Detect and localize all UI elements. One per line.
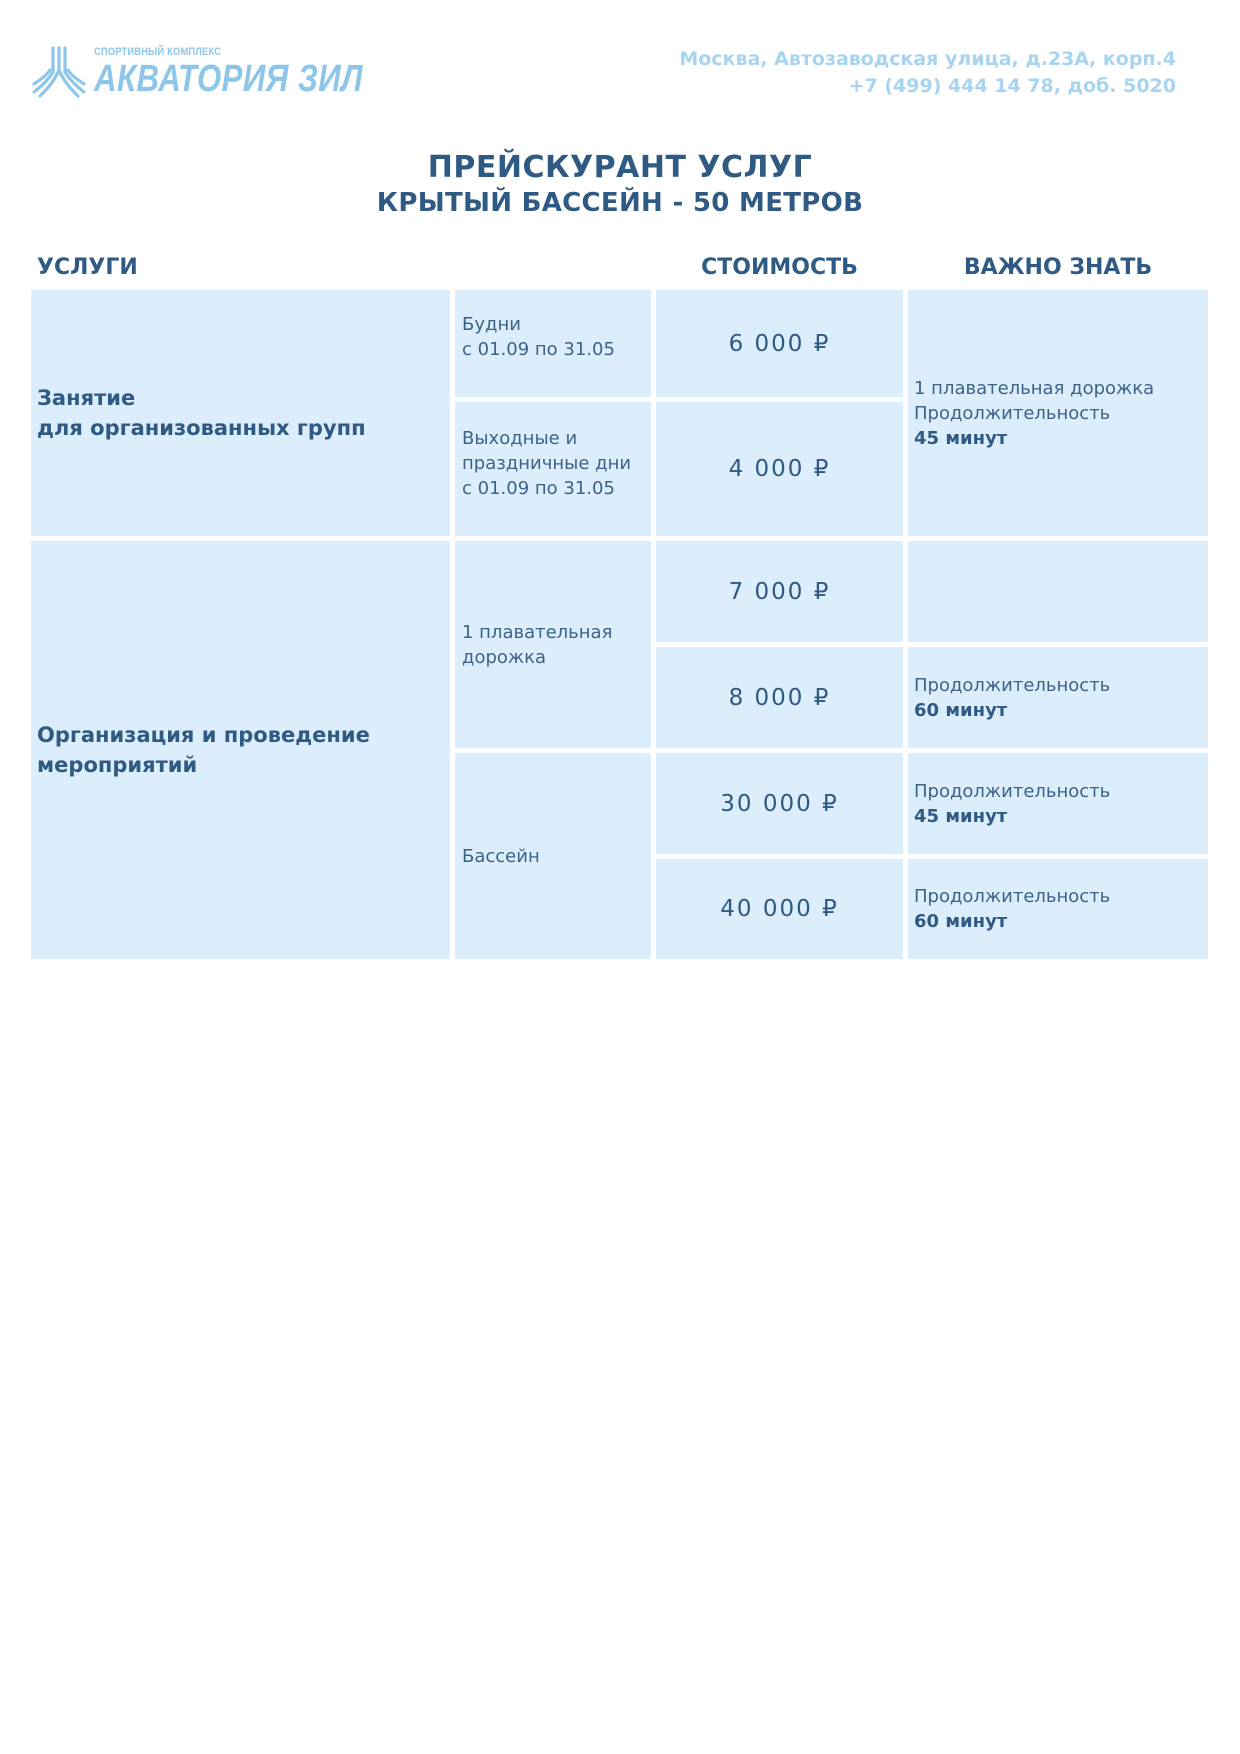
logo-title: АКВАТОРИЯ ЗИЛ bbox=[94, 58, 363, 100]
price-value: 30 000 ₽ bbox=[720, 790, 839, 817]
logo bbox=[32, 44, 363, 100]
service-name-line: Организация и проведение bbox=[37, 723, 370, 747]
option-line: 1 плавательная bbox=[462, 621, 613, 643]
note-cell bbox=[908, 753, 1208, 854]
service-name-line: мероприятий bbox=[37, 753, 198, 777]
price-value: 6 000 ₽ bbox=[728, 330, 831, 357]
note-cell bbox=[908, 647, 1208, 748]
service-name-line: для организованных групп bbox=[37, 416, 366, 440]
page-title: ПРЕЙСКУРАНТ УСЛУГ bbox=[427, 150, 813, 185]
note-line: 1 плавательная дорожка bbox=[914, 377, 1155, 399]
note-line: Продолжительность bbox=[914, 674, 1111, 696]
note-duration: 45 минут bbox=[914, 427, 1008, 449]
option-line: дорожка bbox=[462, 646, 547, 668]
price-cell bbox=[656, 647, 903, 748]
page-subtitle: КРЫТЫЙ БАССЕЙН - 50 МЕТРОВ bbox=[376, 188, 864, 218]
price-value: 8 000 ₽ bbox=[728, 684, 831, 711]
contacts bbox=[679, 46, 1176, 100]
price-value: 40 000 ₽ bbox=[720, 896, 839, 922]
note-line: Продолжительность bbox=[914, 780, 1111, 802]
note-duration: 45 минут bbox=[914, 805, 1008, 827]
price-cell bbox=[656, 402, 903, 536]
service-group-lessons bbox=[31, 290, 450, 536]
column-header-services: УСЛУГИ bbox=[37, 255, 138, 280]
service-group-events bbox=[31, 541, 450, 959]
option-line: Бассейн bbox=[462, 845, 540, 867]
note-duration: 60 минут bbox=[914, 699, 1008, 721]
logo-subtitle: СПОРТИВНЫЙ КОМПЛЕКС bbox=[94, 46, 222, 58]
option-line: праздничные дни bbox=[462, 453, 632, 474]
option-one-lane bbox=[455, 541, 651, 748]
note-cell bbox=[908, 290, 1208, 536]
note-cell bbox=[908, 541, 1208, 642]
price-cell bbox=[656, 859, 903, 959]
column-header-note: ВАЖНО ЗНАТЬ bbox=[963, 255, 1153, 280]
option-line: с 01.09 по 31.05 bbox=[462, 339, 615, 360]
note-duration: 60 минут bbox=[914, 911, 1008, 932]
option-weekdays bbox=[455, 290, 651, 397]
option-whole-pool bbox=[455, 753, 651, 959]
address-text: Москва, Автозаводская улица, д.23А, корп.4 bbox=[679, 48, 1176, 70]
service-name-line: Занятие bbox=[37, 386, 136, 410]
note-cell bbox=[908, 859, 1208, 959]
phone-text: +7 (499) 444 14 78, доб. 5020 bbox=[848, 75, 1176, 97]
price-value: 7 000 ₽ bbox=[728, 578, 831, 605]
price-cell bbox=[656, 290, 903, 397]
option-line: Будни bbox=[462, 314, 521, 335]
note-line: Продолжительность bbox=[914, 886, 1111, 907]
option-line: с 01.09 по 31.05 bbox=[462, 478, 615, 499]
logo-wave-icon bbox=[32, 46, 86, 98]
note-line: Продолжительность bbox=[914, 402, 1111, 424]
option-line: Выходные и bbox=[462, 428, 578, 449]
option-weekends bbox=[455, 402, 651, 536]
price-cell bbox=[656, 541, 903, 642]
price-cell bbox=[656, 753, 903, 854]
column-header-cost: СТОИМОСТЬ bbox=[701, 255, 858, 280]
price-value: 4 000 ₽ bbox=[728, 456, 831, 482]
